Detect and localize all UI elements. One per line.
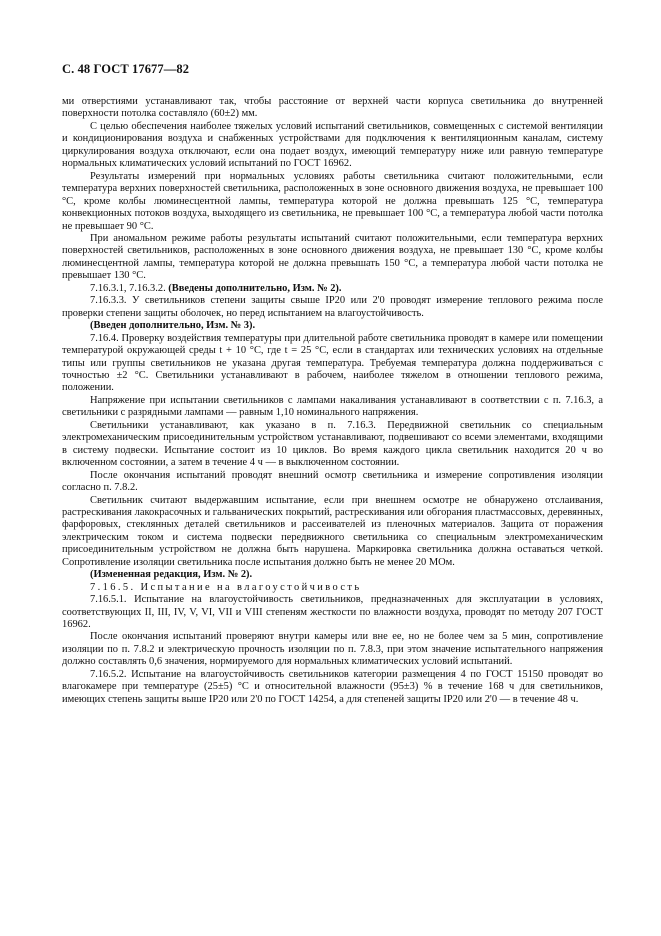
amendment-note: (Введены дополнительно, Изм. № 2). (168, 282, 342, 294)
paragraph: Напряжение при испытании светильников с лампами накаливания устанавливают в соответствии с п. 7.16.3, а светильники с разрядными лампами — равным 1,10 номинального напряжения. (62, 394, 603, 419)
amendment-note: (Измененная редакция, Изм. № 2). (90, 569, 253, 581)
paragraph: Светильник считают выдержавшим испытание, если при внешнем осмотре не обнаружено отслаивания, растрескивания лакокрасочных и гальванических покрытий, растрескивания или обгорания пластмассовых, деревянных, фарфоровых, стеклянных деталей светильников и рассеивателей из пленочных материалов. Защита от поражения электрическим током и система подвески передвижного светильника со специальным электромеханическим присоединительным устройством не должна быть нарушена. Маркировка светильника должна оставаться четкой. Сопротивление изоляции светильника после испытания должно быть не менее 20 МОм. (62, 494, 603, 568)
section-heading: 7.16.5. Испытание на влагоустойчивость (90, 581, 362, 593)
paragraph: С целью обеспечения наиболее тяжелых условий испытаний светильников, совмещенных с системой вентиляции и кондиционирования воздуха и снабженных устройствами для подключения к вентиляционным каналам, систему циркулирования воздуха отключают, если она подает воздух, имеющий температуру ниже или равную температуре нормальных климатических условий испытаний по ГОСТ 16962. (62, 120, 603, 170)
amendment-note: (Введен дополнительно, Изм. № 3). (90, 320, 256, 332)
paragraph: Результаты измерений при нормальных условиях работы светильника считают положительными, если температура верхних поверхностей светильника, расположенных в зоне основного движения воздуха, не превышает 100 °С, кроме колбы люминесцентной лампы, температура которой не должна превышать 125 °С, температура конвекционных потоков воздуха, выходящего из светильника, не превышает 100 °С, а температура любой части потолка не превышает 90 °С. (62, 170, 603, 232)
paragraph: ми отверстиями устанавливают так, чтобы расстояние от верхней части корпуса светильника до внутренней поверхности потолка составляло (60±2) мм. (62, 96, 603, 120)
paragraph (62, 283, 603, 295)
paragraph: 7.16.5.2. Испытание на влагоустойчивость светильников категории размещения 4 по ГОСТ 15150 проводят во влагокамере при температуре (25±5) °С и относительной влажности (95±3) % в течение 168 ч для светильников, имеющих степень защиты выше IP20 или 2'0 по ГОСТ 14254, а для степеней защиты IP20 или 2'0 — в течение 48 ч. (62, 668, 603, 705)
paragraph: При аномальном режиме работы результаты испытаний считают положительными, если температура верхних поверхностей светильников, расположенных в зоне основного движения воздуха, не превышает 130 °С, кроме колбы люминесцентной лампы, температура которой не должна превышать 150 °С, а температура любой части потолка не превышает 130 °С. (62, 232, 603, 282)
paragraph: После окончания испытаний проводят внешний осмотр светильника и измерение сопротивления изоляции согласно п. 7.8.2. (62, 469, 603, 494)
paragraph: 7.16.4. Проверку воздействия температуры при длительной работе светильника проводят в камере или помещении температурой окружающей среды t + 10 °С, где t = 25 °С, если в стандартах или технических условиях на отдельные типы или группы светильников не указана другая температура. Требуемая температура должна поддерживаться с точностью ±2 °С. Светильники устанавливают в рабочем, наиболее тяжелом в отношении теплового режима, положении. (62, 332, 603, 394)
paragraph: После окончания испытаний проверяют внутри камеры или вне ее, но не более чем за 5 мин, сопротивление изоляции по п. 7.8.2 и электрическую прочность изоляции по п. 7.8.3, при этом значение испытательного напряжения должно составлять 0,6 значения, нормируемого для нормальных климатических условий испытаний. (62, 631, 603, 668)
page-header: С. 48 ГОСТ 17677—82 (62, 62, 190, 76)
paragraph: 7.16.5.1. Испытание на влагоустойчивость светильников, предназначенных для эксплуатации в условиях, соответствующих II, III, IV, V, VI, VII и VIII степеням жесткости по влажности воздуха, проводят по методу 207 ГОСТ 16962. (62, 594, 603, 631)
paragraph: Светильники устанавливают, как указано в п. 7.16.3. Передвижной светильник со специальным электромеханическим присоединительным устройством устанавливают, подвешивают со всеми элементами, входящими в систему подвески. Испытание состоит из 10 циклов. Во время каждого цикла светильник находится 20 ч во включенном состоянии, а затем в течение 4 ч — в выключенном состоянии. (62, 419, 603, 469)
paragraph: 7.16.3.3. У светильников степени защиты свыше IP20 или 2'0 проводят измерение теплового режима после проверки степени защиты оболочек, но перед испытанием на влагоустойчивость. (62, 295, 603, 319)
document-body (62, 96, 603, 706)
clause-number: 7.16.3.1, 7.16.3.2. (90, 282, 166, 294)
